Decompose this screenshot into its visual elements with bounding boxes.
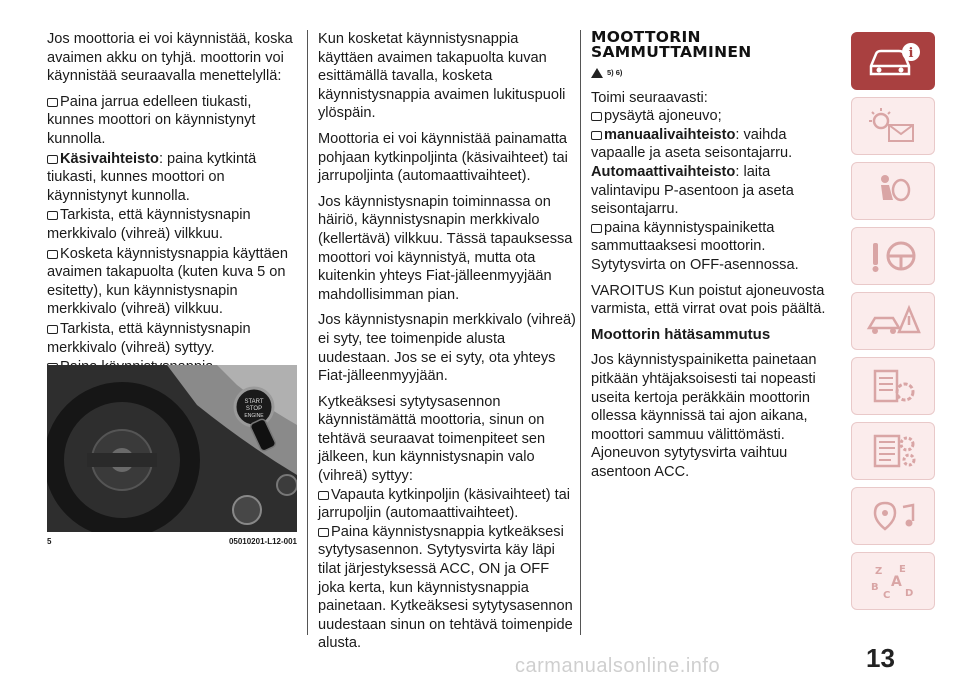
svg-text:B: B xyxy=(871,582,879,593)
step-brake: Paina jarrua edelleen tiukasti, kunnes moottori on käynnistynyt kunnolla. xyxy=(47,93,256,147)
warning-reference: 5) 6) xyxy=(591,64,841,83)
watermark: carmanualsonline.info xyxy=(515,655,721,677)
step-release-pedal: Vapauta kytkinpoljin (käsivaihteet) tai jarrupoljin (automaattivaihteet). xyxy=(318,486,571,522)
step-bullet-icon xyxy=(47,211,58,220)
svg-text:A: A xyxy=(891,574,902,590)
multimedia-icon xyxy=(863,495,923,537)
step-manual: Käsivaihteisto: paina kytkintä tiukasti, kunnes moottori on käynnistynyt kunnolla. xyxy=(47,150,257,204)
tab-starting-driving[interactable] xyxy=(851,227,935,285)
paragraph-not-lit: Jos käynnistysnapin merkkivalo (vihreä) ei syty, tee toimenpide alusta uudestaan. Jos se ei syty, ota yhteys Fiat-jälleenmyyjään. xyxy=(318,312,576,385)
figure-code: 05010201-L12-001 xyxy=(228,537,297,546)
step-bullet-icon xyxy=(591,224,602,233)
airbag-icon xyxy=(863,170,923,212)
warning-lights-icon xyxy=(863,105,923,147)
steering-wheel-icon xyxy=(863,235,923,277)
step-bullet-icon xyxy=(47,98,58,107)
step-bullet-icon xyxy=(591,112,602,121)
tab-maintenance[interactable] xyxy=(851,357,935,415)
tab-multimedia[interactable] xyxy=(851,487,935,545)
emergency-paragraph: Jos käynnistyspainiketta painetaan pitkään yhtäjaksoisesti tai nopeasti useita kertoja peräkkäin moottorin ollessa käynnissä tai ajon aikana, moottori sammuu välittömästi. Ajoneuvon sytytysvirta vaihtuu asentoon ACC. xyxy=(591,352,817,480)
section-heading: MOOTTORIN SAMMUTTAMINEN xyxy=(591,28,752,61)
button-label-engine: ENGINE xyxy=(244,413,264,419)
button-label-start: START xyxy=(244,399,264,405)
step-check-lit: Tarkista, että käynnistysnapin merkkivalo (vihreä) syttyy. xyxy=(47,320,251,356)
technical-data-icon xyxy=(863,430,923,472)
step-touch-key: Kosketa käynnistysnappia käyttäen avaimen takapuolta (kuten kuva 5 on esitetty), kun käynnistysnapin merkkivalo (vihreä) vilkkuu. xyxy=(47,245,288,318)
tab-index[interactable] xyxy=(851,552,935,610)
column-divider xyxy=(580,30,581,635)
column-middle xyxy=(318,30,576,660)
step-bullet-icon xyxy=(591,131,602,140)
paragraph-malfunction: Jos käynnistysnapin toiminnassa on häiriö, käynnistysnapin merkkivalo (kellertävä) vilkkuu. Tässä tapauksessa moottori voi käynnistyä, mutta ota kuitenkin yhteys Fiat-jälleenmyyjään mahdollisimman pian. xyxy=(318,193,573,303)
automatic-transmission: Automaattivaihteisto: laita valintavipu P-asentoon ja aseta seisontajarru. xyxy=(591,163,794,218)
column-right xyxy=(591,30,841,488)
breakdown-icon xyxy=(863,300,923,342)
index-icon xyxy=(863,560,923,602)
step-press-stop: paina käynnistyspainiketta sammuttaaksesi moottorin. Sytytysvirta on OFF-asennossa. xyxy=(591,219,799,273)
svg-text:D: D xyxy=(905,588,914,599)
maintenance-icon xyxy=(863,365,923,407)
svg-text:i: i xyxy=(908,46,914,61)
tab-technical-data[interactable] xyxy=(851,422,935,480)
step-bullet-icon xyxy=(47,325,58,334)
page-number: 13 xyxy=(866,643,895,673)
step-bullet-icon xyxy=(47,250,58,259)
tab-car-info[interactable] xyxy=(851,32,935,90)
column-left xyxy=(47,30,297,402)
column-divider xyxy=(307,30,308,635)
warning-text: VAROITUS Kun poistut ajoneuvosta varmista, että virrat ovat pois päältä. xyxy=(591,282,826,318)
intro-text: Toimi seuraavasti: xyxy=(591,89,708,106)
svg-text:C: C xyxy=(883,590,891,601)
step-press-ignition: Paina käynnistysnappia kytkeäksesi sytytysasennon. Sytytysvirta käy läpi tilat järjestyksessä ACC, ON ja OFF joka kerta, kun käynnistysnappia painetaan. Kytkeäksesi sytytysasennon uudestaan sinun on tehtävä toimenpide alusta. xyxy=(318,523,573,652)
step-check-blink: Tarkista, että käynnistysnapin merkkivalo (vihreä) vilkkuu. xyxy=(47,207,251,242)
step-stop-vehicle: pysäytä ajoneuvo; xyxy=(591,107,841,126)
car-info-icon xyxy=(863,40,923,82)
svg-text:E: E xyxy=(899,564,906,575)
emergency-subheading: Moottorin hätäsammutus xyxy=(591,325,771,343)
step-bullet-icon xyxy=(318,528,329,537)
paragraph-pedal-required: Moottoria ei voi käynnistää painamatta pohjaan kytkinpoljinta (käsivaihteet) tai jarrupoljinta (automaattivaihteet). xyxy=(318,130,568,185)
svg-text:Z: Z xyxy=(875,566,883,577)
intro-paragraph: Jos moottoria ei voi käynnistää, koska avaimen akku on tyhjä. moottorin voi käynnistää seuraavalla menettelyllä: xyxy=(47,31,293,85)
warning-triangle-icon xyxy=(591,68,603,78)
step-bullet-icon xyxy=(47,155,58,164)
tab-warning-lights[interactable] xyxy=(851,97,935,155)
paragraph-touch-orientation: Kun kosketat käynnistysnappia käyttäen avaimen takapuolta kuvan esittämällä tavalla, kosketa käynnistysnappia avaimen lukituspuoli ylöspäin. xyxy=(318,31,566,122)
step-manual-transmission: manuaalivaihteisto: vaihda vapaalle ja aseta seisontajarru. xyxy=(591,126,793,162)
chapter-tabs xyxy=(851,32,935,617)
tab-emergency[interactable] xyxy=(851,292,935,350)
tab-safety[interactable] xyxy=(851,162,935,220)
figure-number: 5 xyxy=(47,537,52,546)
start-button-photo xyxy=(47,365,297,532)
step-bullet-icon xyxy=(318,491,329,500)
paragraph-ignition-only: Kytkeäksesi sytytysasennon käynnistämättä moottoria, sinun on tehtävä seuraavat toimenpiteet sen jälkeen, kun käynnistysnapin valo (vihreä) syttyy: xyxy=(318,393,546,485)
button-label-stop: STOP xyxy=(245,406,263,412)
